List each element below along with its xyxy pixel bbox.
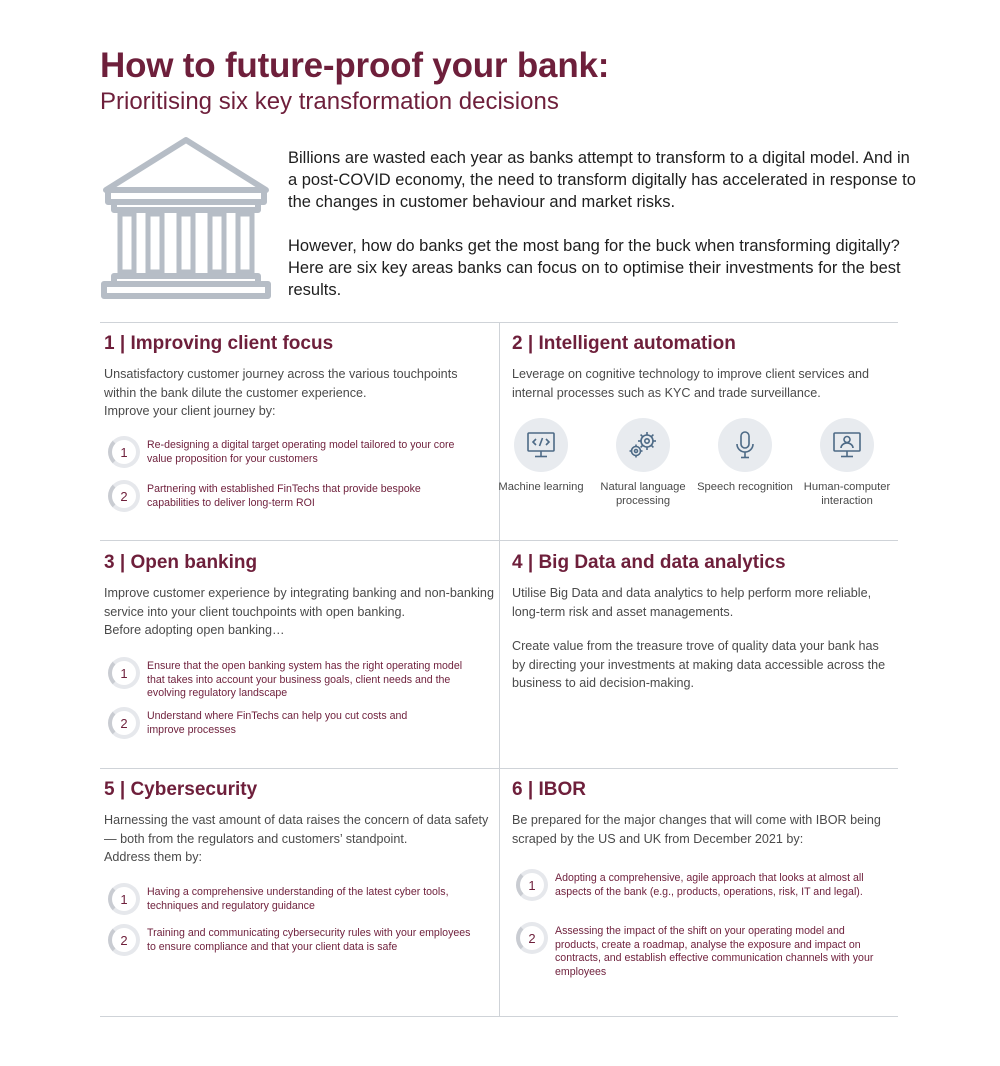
section-text: [104, 584, 494, 640]
section-paragraph: Create value from the treasure trove of quality data your bank has by directing your investments at making data accessible across the business to aid decision-making.: [512, 639, 886, 690]
section-client-focus: [104, 333, 489, 533]
list-item-text: Assessing the impact of the shift on your operating model and products, create a roadmap, analyse the exposure and impact on contracts, and establish effective communication channels with your employees: [555, 925, 874, 978]
list-item: [516, 869, 885, 901]
step-number-badge: 1: [108, 883, 140, 915]
divider: [100, 1016, 898, 1017]
section-text: [104, 365, 489, 421]
section-paragraph: Address them by:: [104, 850, 202, 864]
intro-text: [288, 147, 918, 323]
tech-human-computer: [787, 418, 907, 508]
list-item-text: Partnering with established FinTechs that provide bespoke capabilities to deliver long-term ROI: [147, 483, 421, 509]
list-item: [108, 883, 482, 915]
section-cybersecurity: [104, 779, 489, 1009]
section-title: 3 | Open banking: [104, 552, 258, 573]
section-paragraph: Before adopting open banking…: [104, 623, 285, 637]
section-text: [104, 811, 489, 867]
bank-building-icon: [98, 136, 274, 304]
section-paragraph: Improve your client journey by:: [104, 404, 276, 418]
section-paragraph: Harnessing the vast amount of data raises the concern of data safety — both from the regulators and customers’ standpoint.: [104, 813, 489, 846]
tech-label: Natural language processing: [600, 481, 686, 507]
list-item: [516, 922, 885, 979]
intro-paragraph: Billions are wasted each year as banks attempt to transform to a digital model. And in a post-COVID economy, the need to transform digitally has accelerated in response to the changes in customer behaviour and market risks.: [288, 149, 916, 211]
list-item-text: Understand where FinTechs can help you cut costs and improve processes: [147, 710, 408, 736]
tech-label: Human-computer interaction: [803, 481, 891, 507]
section-paragraph: Unsatisfactory customer journey across the various touchpoints within the bank dilute the customer experience.: [104, 367, 458, 400]
section-title: 2 | Intelligent automation: [512, 333, 736, 354]
section-paragraph: Be prepared for the major changes that will come with IBOR being scraped by the US and UK from December 2021 by:: [512, 813, 881, 846]
microphone-icon: [733, 430, 757, 460]
step-number-badge: 2: [108, 707, 140, 739]
list-item-text: Re-designing a digital target operating model tailored to your core value proposition for your customers: [147, 439, 455, 465]
section-title: 5 | Cybersecurity: [104, 779, 258, 800]
list-item: [108, 657, 477, 701]
step-number-badge: 2: [108, 480, 140, 512]
list-item-text: Having a comprehensive understanding of the latest cyber tools, techniques and regulatory guidance: [147, 886, 449, 912]
page-title: How to future-proof your bank:: [100, 46, 610, 85]
tech-label: Machine learning: [498, 481, 584, 493]
list-item-text: Adopting a comprehensive, agile approach that looks at almost all aspects of the bank (e.g., products, operations, risk, IT and legal).: [555, 872, 864, 898]
list-item-text: Ensure that the open banking system has the right operating model that takes into account your business goals, client needs and the evolving regulatory landscape: [147, 660, 463, 699]
list-item: [108, 480, 457, 512]
step-number-badge: 1: [516, 869, 548, 901]
section-big-data: [512, 552, 892, 762]
list-item: [108, 924, 482, 956]
monitor-user-icon: [832, 431, 862, 459]
list-item: [108, 436, 472, 468]
step-number-badge: 1: [108, 657, 140, 689]
section-title: 6 | IBOR: [512, 779, 586, 800]
section-text: [512, 811, 892, 848]
step-number-badge: 2: [108, 924, 140, 956]
step-number-badge: 1: [108, 436, 140, 468]
section-ibor: [512, 779, 892, 1009]
section-title: 4 | Big Data and data analytics: [512, 552, 786, 573]
section-title: 1 | Improving client focus: [104, 333, 334, 354]
list-item: [108, 707, 447, 739]
section-paragraph: Utilise Big Data and data analytics to help perform more reliable, long-term risk and asset managements.: [512, 586, 872, 619]
section-paragraph: Leverage on cognitive technology to improve client services and internal processes such as KYC and trade surveillance.: [512, 367, 870, 400]
intro-paragraph: However, how do banks get the most bang for the buck when transforming digitally? Here are six key areas banks can focus on to optimise their investments for the best results.: [288, 237, 901, 299]
section-paragraph: Improve customer experience by integrating banking and non-banking service into your client touchpoints with open banking.: [104, 586, 494, 619]
list-item-text: Training and communicating cybersecurity rules with your employees to ensure compliance and that your client data is safe: [147, 927, 471, 953]
section-text: [512, 584, 892, 693]
section-text: [512, 365, 892, 402]
tech-label: Speech recognition: [697, 481, 793, 493]
monitor-code-icon: [526, 431, 556, 459]
step-number-badge: 2: [516, 922, 548, 954]
section-open-banking: [104, 552, 494, 762]
gears-icon: [627, 430, 659, 460]
page-subtitle: Prioritising six key transformation decisions: [100, 88, 559, 115]
